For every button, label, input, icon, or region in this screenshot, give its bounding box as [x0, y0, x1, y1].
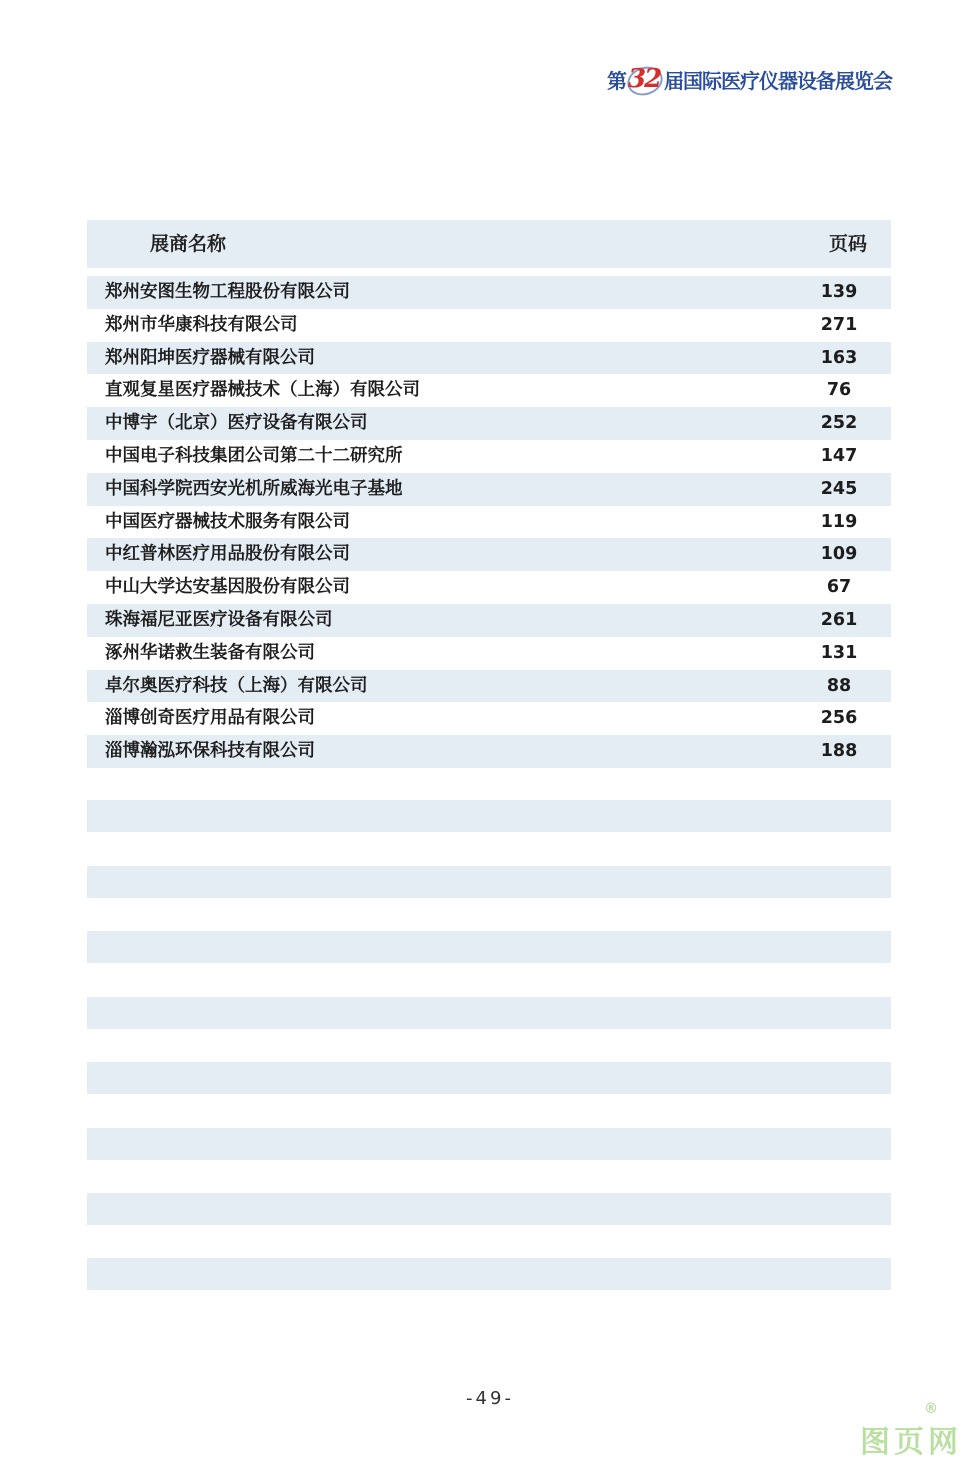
- table-row: [87, 506, 891, 539]
- exhibitor-page: 245: [820, 478, 858, 499]
- exhibitor-name: 珠海福尼亚医疗设备有限公司: [105, 609, 333, 630]
- exhibitor-page: 131: [820, 642, 858, 663]
- exhibitor-page: 139: [820, 282, 858, 302]
- exhibitor-index-table: [87, 220, 891, 768]
- exhibitor-page: 252: [820, 413, 858, 434]
- exhibitor-page: 271: [820, 314, 858, 335]
- exhibitor-page: 119: [820, 511, 858, 532]
- exhibitor-name: 淄博创奇医疗用品有限公司: [105, 708, 315, 729]
- empty-row-band: [87, 1193, 891, 1225]
- edition-number-logo: [627, 63, 663, 95]
- watermark-text: 图页网: [860, 1425, 962, 1460]
- empty-row-band: [87, 1062, 891, 1094]
- registered-mark: ®: [924, 1401, 938, 1417]
- exhibitor-name: 中国科学院西安光机所威海光电子基地: [105, 478, 403, 499]
- table-row: [87, 309, 891, 342]
- empty-row-band: [87, 800, 891, 832]
- title-prefix: 第: [607, 68, 626, 93]
- exhibitor-name: 中博宇（北京）医疗设备有限公司: [105, 413, 368, 434]
- exhibition-title: [607, 62, 892, 96]
- exhibitor-name: 郑州市华康科技有限公司: [105, 314, 298, 335]
- table-row: [87, 407, 891, 440]
- exhibitor-page: 147: [820, 445, 858, 466]
- empty-row-band: [87, 1258, 891, 1290]
- exhibitor-name: 中山大学达安基因股份有限公司: [105, 577, 350, 598]
- table-row: [87, 374, 891, 407]
- table-row: [87, 538, 891, 571]
- exhibitor-name: 直观复星医疗器械技术（上海）有限公司: [105, 380, 420, 401]
- empty-row-band: [87, 1128, 891, 1160]
- table-row: [87, 342, 891, 375]
- page-number: -49-: [466, 1388, 514, 1409]
- exhibitor-page: 163: [820, 347, 858, 368]
- exhibitor-page: 67: [826, 577, 852, 598]
- table-row: [87, 473, 891, 506]
- table-row: [87, 276, 891, 309]
- table-row: [87, 440, 891, 473]
- column-header-exhibitor: 展商名称: [150, 233, 227, 255]
- table-row: [87, 670, 891, 703]
- table-row: [87, 735, 891, 768]
- table-body: [87, 276, 891, 768]
- table-row: [87, 571, 891, 604]
- exhibitor-page: 109: [820, 544, 858, 565]
- table-row: [87, 637, 891, 670]
- edition-number: 32: [628, 64, 661, 94]
- title-suffix: 届国际医疗仪器设备展览会: [664, 68, 892, 93]
- exhibitor-page: 88: [826, 675, 852, 696]
- table-header: [87, 220, 891, 268]
- empty-row-band: [87, 866, 891, 898]
- exhibitor-name: 中国医疗器械技术服务有限公司: [105, 511, 350, 532]
- exhibitor-page: 256: [820, 708, 858, 729]
- exhibitor-name: 淄博瀚泓环保科技有限公司: [105, 741, 315, 762]
- column-header-page: 页码: [828, 233, 867, 255]
- exhibitor-page: 188: [820, 741, 858, 762]
- exhibitor-name: 涿州华诺救生装备有限公司: [105, 642, 315, 663]
- exhibitor-name: 郑州安图生物工程股份有限公司: [105, 282, 350, 302]
- exhibitor-page: 76: [826, 380, 852, 401]
- exhibitor-name: 郑州阳坤医疗器械有限公司: [105, 347, 315, 368]
- empty-row-band: [87, 931, 891, 963]
- empty-row-band: [87, 997, 891, 1029]
- exhibitor-name: 中国电子科技集团公司第二十二研究所: [105, 445, 403, 466]
- table-row: [87, 604, 891, 637]
- exhibitor-name: 中红普林医疗用品股份有限公司: [105, 544, 350, 565]
- table-row: [87, 702, 891, 735]
- exhibitor-page: 261: [820, 609, 858, 630]
- exhibitor-name: 卓尔奥医疗科技（上海）有限公司: [105, 675, 368, 696]
- site-watermark: [860, 1401, 962, 1461]
